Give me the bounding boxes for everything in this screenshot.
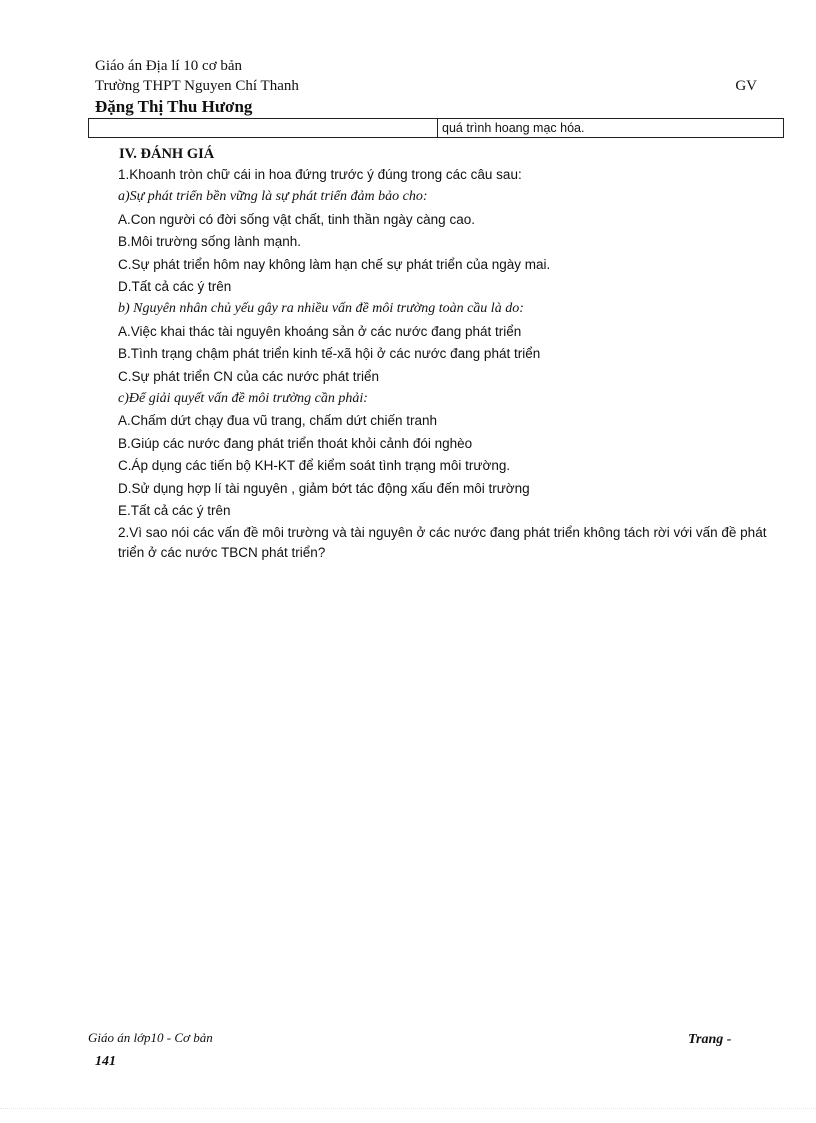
- school-name: Trường THPT Nguyen Chí Thanh: [95, 78, 299, 94]
- option-b-B: B.Tình trạng chậm phát triển kinh tế-xã hội ở các nước đang phát triển: [118, 346, 541, 362]
- question-2: 2.Vì sao nói các vấn đề môi trường và tài nguyên ở các nước đang phát triển không tách rời với vấn đề phát triển ở các nước TBCN phát triển?: [118, 524, 767, 560]
- option-a-A: A.Con người có đời sống vật chất, tinh thần ngày càng cao.: [118, 211, 475, 227]
- question-b-prompt: b) Nguyên nhân chủ yếu gây ra nhiều vấn đề môi trường toàn cầu là do:: [118, 301, 524, 317]
- option-c-B: B.Giúp các nước đang phát triển thoát khỏi cảnh đói nghèo: [118, 435, 473, 451]
- question-c-prompt: c)Để giải quyết vấn đề môi trường cần phải:: [118, 391, 368, 407]
- question-a-prompt: a)Sự phát triển bền vững là sự phát triển đảm bảo cho:: [118, 189, 428, 205]
- option-c-C: C.Áp dụng các tiến bộ KH-KT để kiểm soát tình trạng môi trường.: [118, 458, 511, 474]
- option-c-D: D.Sử dụng hợp lí tài nguyên , giảm bớt tác động xấu đến môi trường: [118, 480, 530, 496]
- footer-page-number: 141: [95, 1054, 116, 1069]
- option-b-C: C.Sự phát triển CN của các nước phát triển: [118, 368, 380, 384]
- footer-trang: Trang -: [688, 1032, 732, 1047]
- option-b-A: A.Việc khai thác tài nguyên khoáng sản ở các nước đang phát triển: [118, 323, 522, 339]
- table-divider: [437, 119, 438, 137]
- school-line: [95, 76, 765, 96]
- question-1: 1.Khoanh tròn chữ cái in hoa đứng trước ý đúng trong các câu sau:: [118, 167, 522, 182]
- page-bottom-rule: [0, 1108, 816, 1109]
- assessment-section: [118, 144, 768, 563]
- option-a-D: D.Tất cả các ý trên: [118, 279, 232, 295]
- table-row: [88, 118, 784, 138]
- section-title: IV. ĐÁNH GIÁ: [119, 146, 215, 162]
- option-c-A: A.Chấm dứt chạy đua vũ trang, chấm dứt chiến tranh: [118, 413, 437, 429]
- option-a-B: B.Môi trường sống lành mạnh.: [118, 234, 301, 250]
- page-header: [95, 56, 765, 118]
- doc-title: Giáo án Địa lí 10 cơ bản: [95, 58, 243, 74]
- table-cell-right: quá trình hoang mạc hóa.: [442, 121, 585, 135]
- option-a-C: C.Sự phát triển hôm nay không làm hạn chế sự phát triển của ngày mai.: [118, 256, 551, 272]
- teacher-name: Đặng Thị Thu Hương: [95, 97, 253, 116]
- footer-course: Giáo án lớp10 - Cơ bản: [88, 1030, 213, 1045]
- option-c-E: E.Tất cả các ý trên: [118, 503, 231, 519]
- gv-label: GV: [735, 78, 757, 94]
